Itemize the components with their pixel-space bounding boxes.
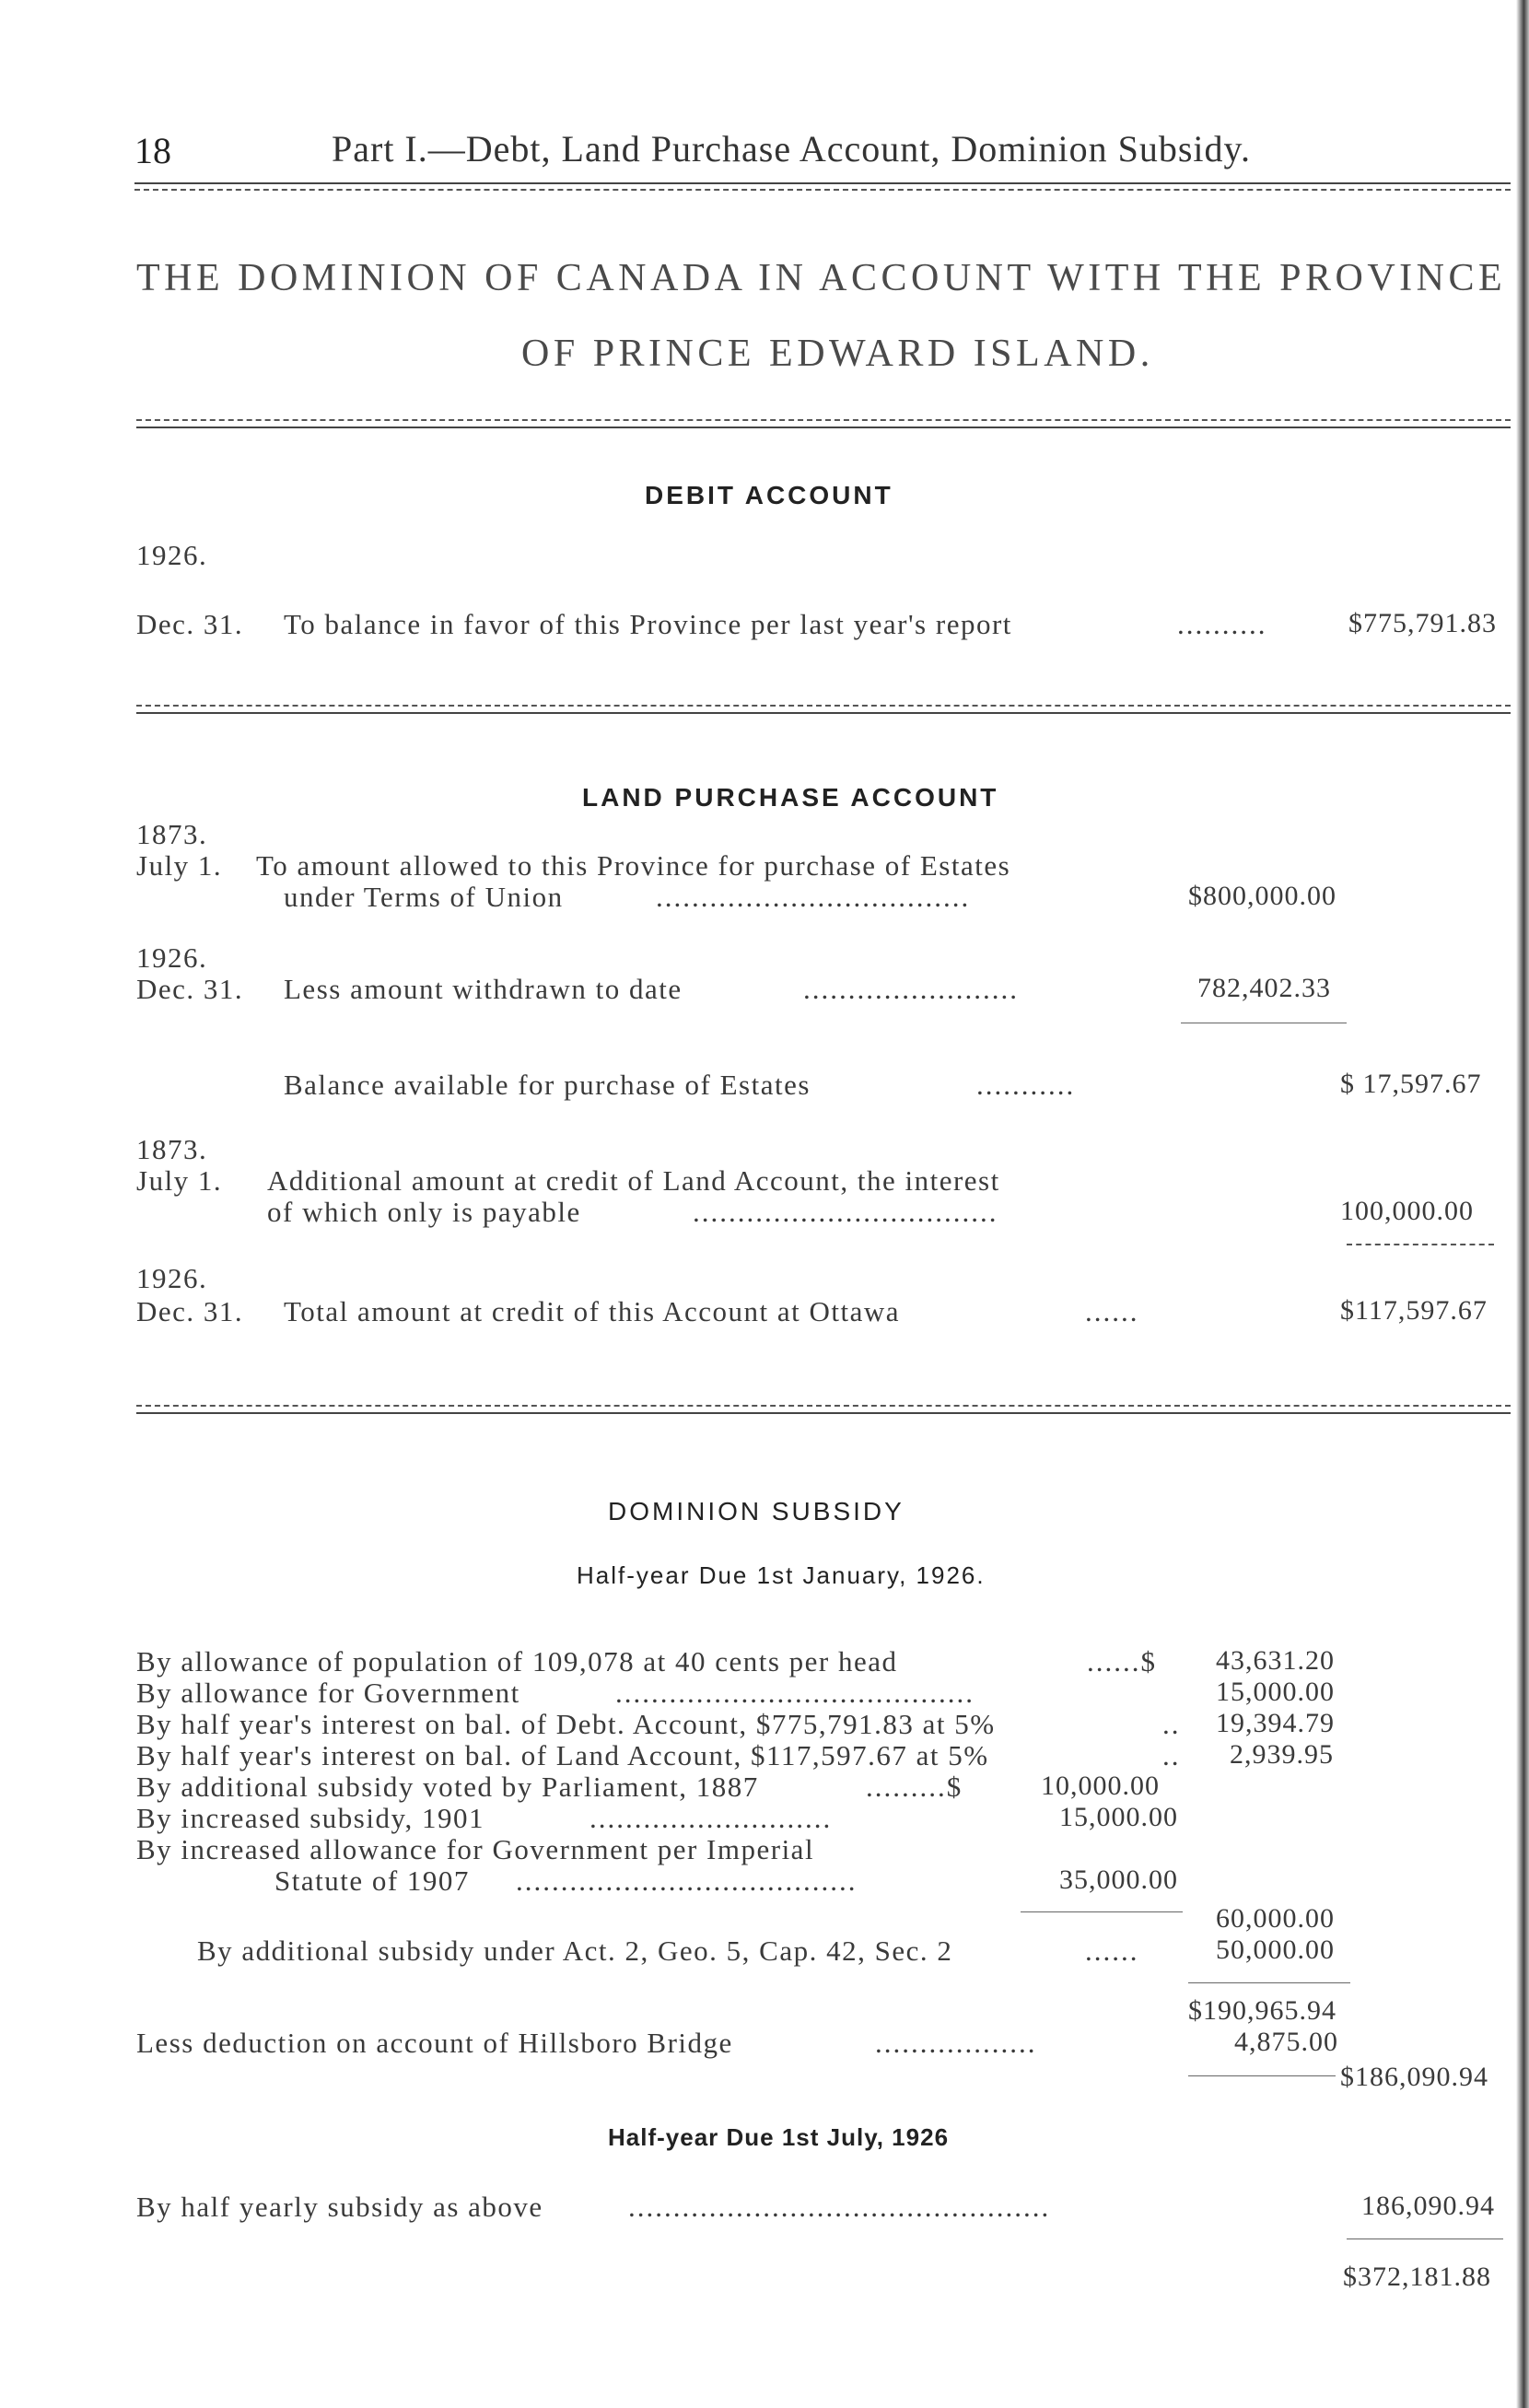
grand-total: $372,181.88 <box>1343 2262 1491 2292</box>
subsidy-net-total: $186,090.94 <box>1340 2062 1488 2092</box>
debit-rule <box>136 705 1511 707</box>
running-title: Part I.—Debt, Land Purchase Account, Dominion Subsidy. <box>332 128 1251 169</box>
title-rule-2 <box>136 427 1511 428</box>
subsidy-row-3-amount: 19,394.79 <box>1216 1708 1335 1738</box>
debit-text: To balance in favor of this Province per last year's report <box>284 608 1012 640</box>
land-date-dec: Dec. 31. <box>136 973 244 1005</box>
subsidy-subtotal: 60,000.00 <box>1216 1903 1335 1934</box>
subsidy-row-5-inner-amount: 10,000.00 <box>1041 1771 1160 1801</box>
land-balance-leader: ........... <box>976 1069 1076 1101</box>
debit-leader: .......... <box>1177 608 1267 640</box>
subsidy-row-5-text: By additional subsidy voted by Parliament, 1887 <box>136 1771 759 1803</box>
subsidy-net-rule <box>1188 2075 1336 2076</box>
subsidy-deduction-amount: 4,875.00 <box>1234 2027 1338 2057</box>
page-number: 18 <box>134 130 171 171</box>
land-entry-1-leader: ................................... <box>656 881 971 913</box>
subsidy-deduction-leader: .................. <box>875 2027 1037 2059</box>
land-section-rule-2 <box>136 1412 1511 1414</box>
land-entry-4-amount: $117,597.67 <box>1340 1295 1488 1326</box>
subsidy-row-4-leader: .. <box>1162 1739 1181 1771</box>
subsidy-inner-sum-rule <box>1021 1911 1183 1912</box>
scan-edge-shadow <box>1516 0 1529 2408</box>
subsidy-gross-rule <box>1188 1982 1350 1983</box>
land-total-rule <box>1347 1244 1494 1245</box>
debit-heading: DEBIT ACCOUNT <box>645 481 893 509</box>
land-year-1926-b: 1926. <box>136 1262 208 1294</box>
land-entry-3-leader: .................................. <box>693 1196 998 1228</box>
subsidy-row-8-inner-amount: 35,000.00 <box>1059 1864 1178 1895</box>
subsidy-deduction-text: Less deduction on account of Hillsboro Bridge <box>136 2027 733 2059</box>
subsidy-heading: DOMINION SUBSIDY <box>608 1497 905 1525</box>
half-yearly-text: By half yearly subsidy as above <box>136 2191 543 2223</box>
land-section-rule <box>136 1405 1511 1407</box>
land-entry-2-amount: 782,402.33 <box>1197 973 1331 1003</box>
land-balance-text: Balance available for purchase of Estates <box>284 1069 811 1101</box>
land-entry-3-line-2: of which only is payable <box>267 1196 581 1228</box>
subsidy-row-2-text: By allowance for Government <box>136 1677 520 1709</box>
land-entry-4-text: Total amount at credit of this Account at Ottawa <box>284 1295 900 1327</box>
subsidy-row-8-leader: ...................................... <box>516 1864 858 1897</box>
subsidy-row-2-amount: 15,000.00 <box>1216 1677 1335 1707</box>
land-date-july: July 1. <box>136 849 223 882</box>
subsidy-row-1-amount: 43,631.20 <box>1216 1645 1335 1676</box>
subsidy-row-4-amount: 2,939.95 <box>1230 1739 1334 1770</box>
land-entry-1-line-2: under Terms of Union <box>284 881 564 913</box>
land-year-1873-b: 1873. <box>136 1133 208 1165</box>
header-rule <box>134 182 1511 184</box>
debit-amount: $775,791.83 <box>1348 608 1497 638</box>
land-entry-4-leader: ...... <box>1085 1295 1139 1327</box>
land-balance-amount: $ 17,597.67 <box>1340 1069 1482 1099</box>
subsidy-row-1-text: By allowance of population of 109,078 at 40 cents per head <box>136 1645 898 1677</box>
land-date-july-b: July 1. <box>136 1164 223 1197</box>
page-title-line-2: OF PRINCE EDWARD ISLAND. <box>521 333 1154 375</box>
subsidy-row-4-text: By half year's interest on bal. of Land Account, $117,597.67 at 5% <box>136 1739 989 1771</box>
subsidy-row-6-inner-amount: 15,000.00 <box>1059 1802 1178 1832</box>
land-year-1926: 1926. <box>136 941 208 974</box>
debit-date: Dec. 31. <box>136 608 244 640</box>
land-entry-3-amount: 100,000.00 <box>1340 1196 1474 1226</box>
page-title-line-1: THE DOMINION OF CANADA IN ACCOUNT WITH THE PROVINCE <box>136 257 1507 299</box>
land-heading: LAND PURCHASE ACCOUNT <box>582 783 999 812</box>
subsidy-row-2-leader: ........................................ <box>615 1677 975 1709</box>
subsidy-subheading-july: Half-year Due 1st July, 1926 <box>608 2123 950 2151</box>
subsidy-subheading-january: Half-year Due 1st January, 1926. <box>577 1561 986 1589</box>
subsidy-row-3-leader: .. <box>1162 1708 1181 1740</box>
land-entry-2-leader: ........................ <box>803 973 1019 1005</box>
half-yearly-amount: 186,090.94 <box>1361 2191 1495 2221</box>
land-date-dec-b: Dec. 31. <box>136 1295 244 1327</box>
land-entry-2-text: Less amount withdrawn to date <box>284 973 683 1005</box>
land-year-1873: 1873. <box>136 818 208 850</box>
header-rule-2 <box>134 189 1511 191</box>
land-entry-1-amount: $800,000.00 <box>1188 881 1336 911</box>
subsidy-gross-total: $190,965.94 <box>1188 1995 1336 2026</box>
subsidy-row-7-text: By increased allowance for Government per Imperial <box>136 1833 815 1865</box>
subsidy-row-3-text: By half year's interest on bal. of Debt. Account, $775,791.83 at 5% <box>136 1708 996 1740</box>
subsidy-row-6-text: By increased subsidy, 1901 <box>136 1802 484 1834</box>
half-yearly-leader: ............................................... <box>628 2191 1051 2223</box>
subsidy-additional-text: By additional subsidy under Act. 2, Geo. 5, Cap. 42, Sec. 2 <box>197 1935 953 1967</box>
subsidy-row-8-text: Statute of 1907 <box>274 1864 470 1897</box>
subsidy-additional-leader: ...... <box>1085 1935 1139 1967</box>
debit-year: 1926. <box>136 539 208 571</box>
subsidy-row-6-leader: ........................... <box>589 1802 833 1834</box>
debit-rule-2 <box>136 712 1511 714</box>
subsidy-row-1-leader: ......$ <box>1087 1645 1157 1677</box>
land-entry-3-line-1: Additional amount at credit of Land Account, the interest <box>267 1164 1000 1197</box>
subsidy-additional-amount: 50,000.00 <box>1216 1935 1335 1965</box>
land-entry-1-line-1: To amount allowed to this Province for purchase of Estates <box>256 849 1011 882</box>
subsidy-row-5-leader: .........$ <box>866 1771 963 1803</box>
title-rule <box>136 419 1511 421</box>
